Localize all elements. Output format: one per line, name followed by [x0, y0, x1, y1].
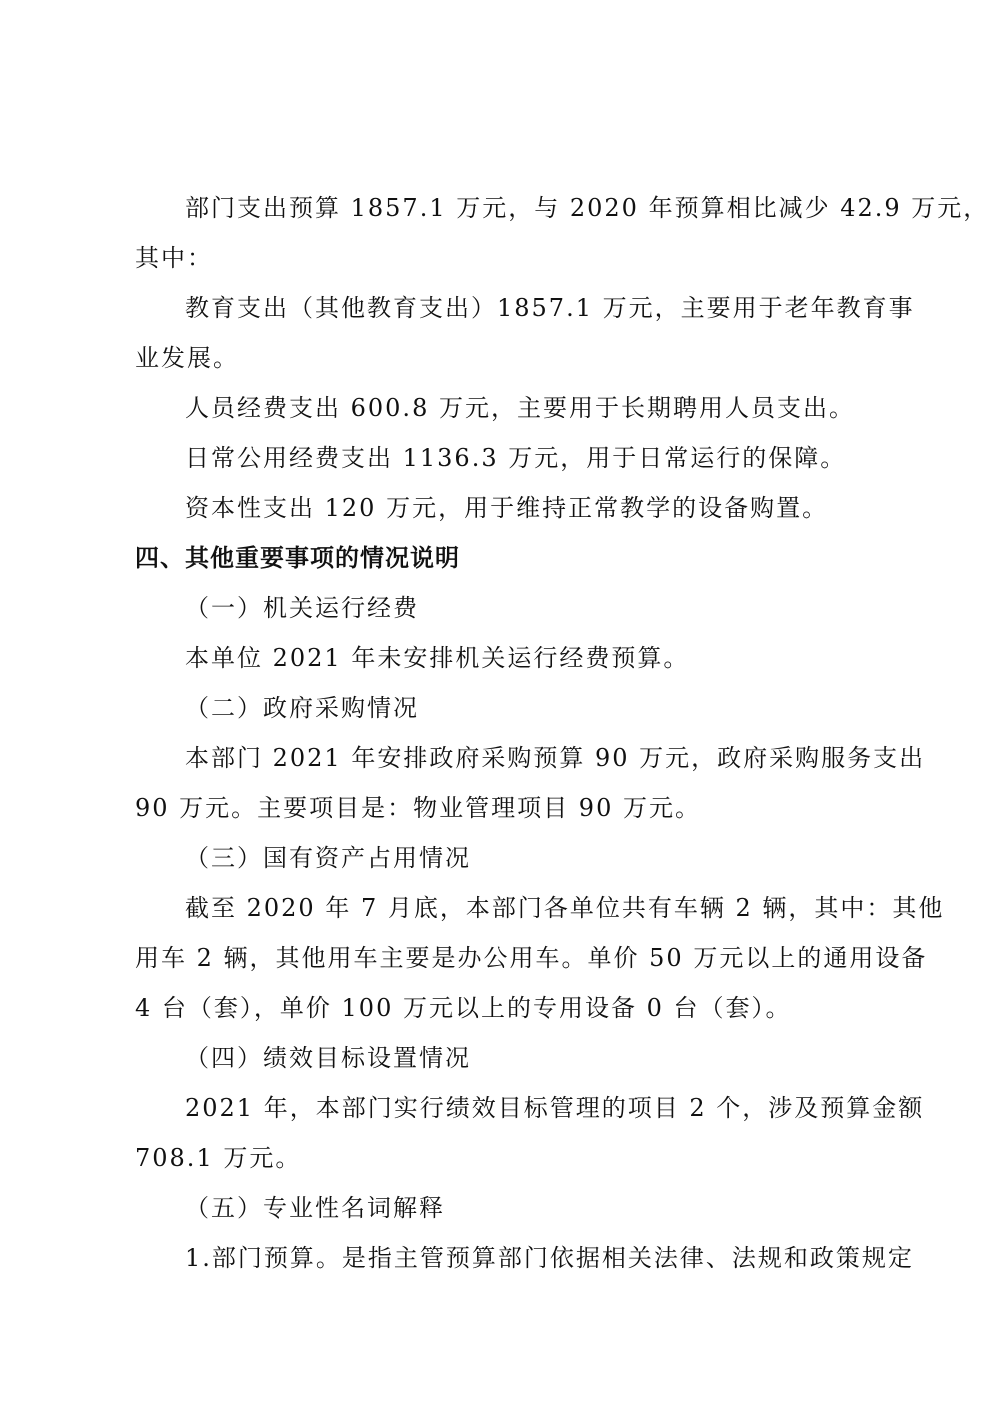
- section-heading: 四、其他重要事项的情况说明: [135, 544, 460, 572]
- paragraph-education-line2: 业发展。: [135, 344, 239, 372]
- subsection-2-line2: 90 万元。主要项目是：物业管理项目 90 万元。: [135, 794, 701, 822]
- paragraph-personnel: 人员经费支出 600.8 万元，主要用于长期聘用人员支出。: [185, 394, 855, 422]
- subsection-1-line1: 本单位 2021 年未安排机关运行经费预算。: [185, 644, 690, 672]
- subsection-3-line3: 4 台（套），单价 100 万元以上的专用设备 0 台（套）。: [135, 994, 792, 1022]
- paragraph-education-line1: 教育支出（其他教育支出）1857.1 万元，主要用于老年教育事: [185, 294, 915, 322]
- paragraph-expenditure-line1: 部门支出预算 1857.1 万元，与 2020 年预算相比减少 42.9 万元，: [185, 194, 990, 222]
- subsection-title-5: （五）专业性名词解释: [185, 1194, 445, 1222]
- subsection-5-line1: 1.部门预算。是指主管预算部门依据相关法律、法规和政策规定: [185, 1244, 914, 1272]
- subsection-3-line1: 截至 2020 年 7 月底，本部门各单位共有车辆 2 辆，其中：其他: [185, 894, 945, 922]
- subsection-title-3: （三）国有资产占用情况: [185, 844, 471, 872]
- subsection-title-1: （一）机关运行经费: [185, 594, 419, 622]
- subsection-2-line1: 本部门 2021 年安排政府采购预算 90 万元，政府采购服务支出: [185, 744, 926, 772]
- paragraph-expenditure-line2: 其中：: [135, 244, 213, 272]
- paragraph-capital: 资本性支出 120 万元，用于维持正常教学的设备购置。: [185, 494, 829, 522]
- subsection-title-4: （四）绩效目标设置情况: [185, 1044, 471, 1072]
- subsection-3-line2: 用车 2 辆，其他用车主要是办公用车。单价 50 万元以上的通用设备: [135, 944, 928, 972]
- subsection-4-line1: 2021 年，本部门实行绩效目标管理的项目 2 个，涉及预算金额: [185, 1094, 925, 1122]
- subsection-4-line2: 708.1 万元。: [135, 1144, 302, 1172]
- paragraph-public-expenses: 日常公用经费支出 1136.3 万元，用于日常运行的保障。: [185, 444, 847, 472]
- subsection-title-2: （二）政府采购情况: [185, 694, 419, 722]
